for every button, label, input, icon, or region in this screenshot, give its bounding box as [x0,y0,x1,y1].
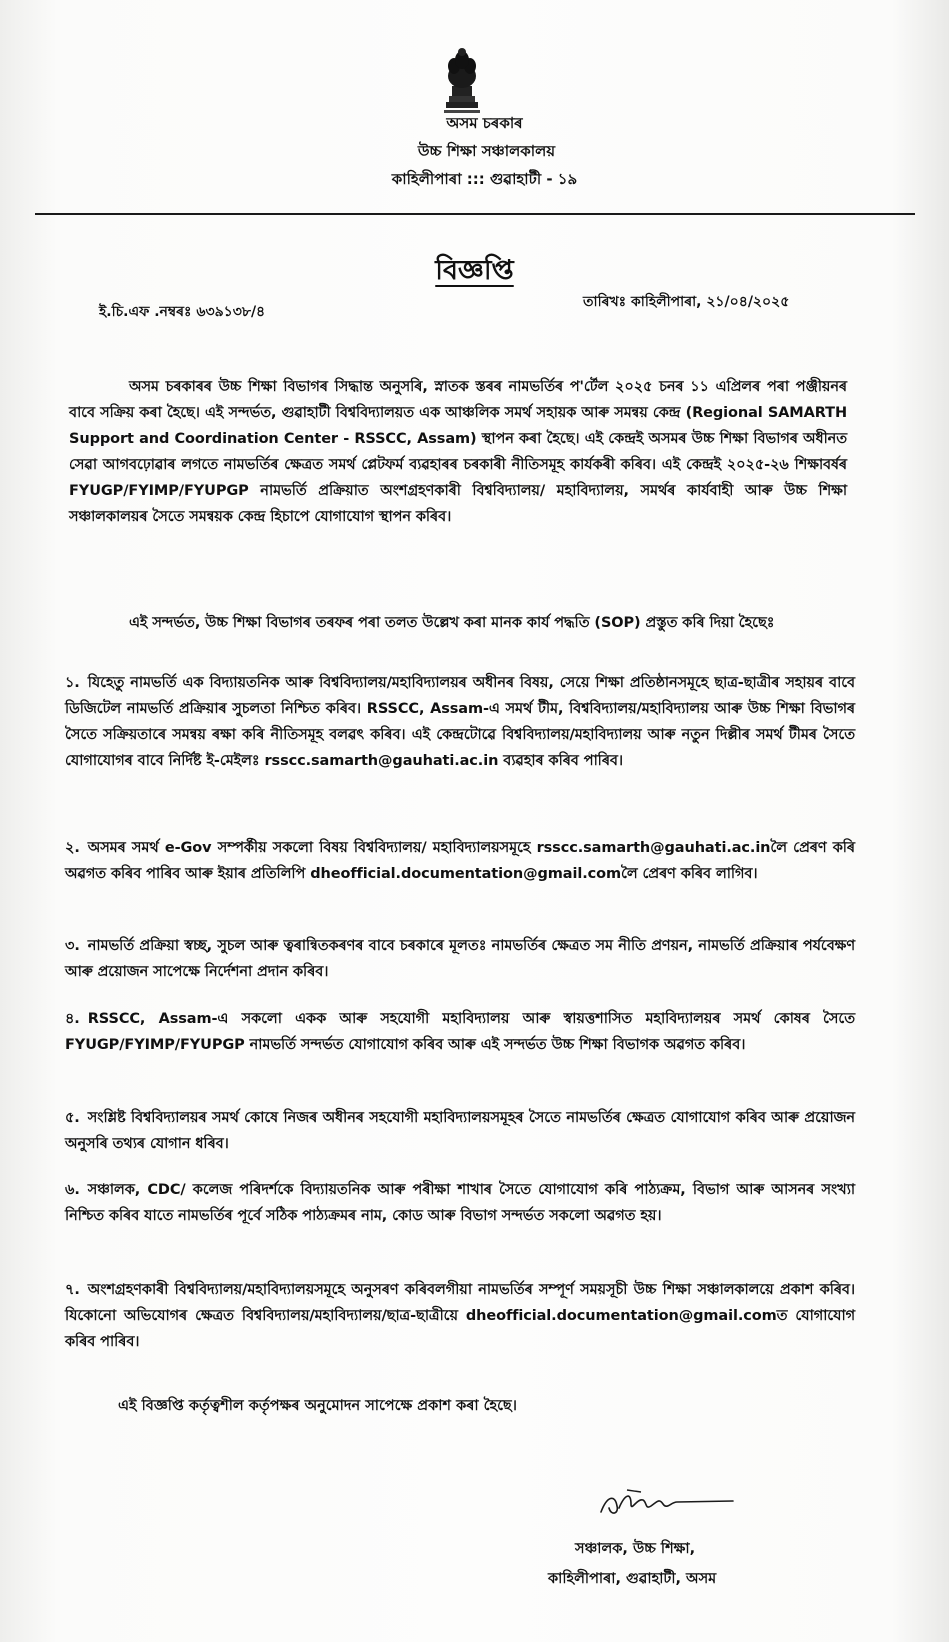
item-number: ২. [65,840,80,856]
item-text: সঞ্চালক, CDC/ কলেজ পৰিদৰ্শকে বিদ্যায়তনিক আৰু পৰীক্ষা শাখাৰ সৈতে যোগাযোগ কৰি পাঠ্যক্ৰম, বিভাগ আৰু আসনৰ সংখ্যা নিশ্চিত কৰিব যাতে নামভৰ্তিৰ পূৰ্বে সঠিক পাঠ্যক্ৰমৰ নাম, কোড আৰু বিভাগ সন্দৰ্ভত সকলো অৱগত হয়। [65,1182,855,1224]
item-text: নামভৰ্তি প্ৰক্ৰিয়া স্বচ্ছ, সুচল আৰু ত্বৰান্বিতকৰণৰ বাবে চৰকাৰে মূলতঃ নামভৰ্তিৰ ক্ষেত্ৰত সম নীতি প্ৰণয়ন, নামভৰ্তি প্ৰক্ৰিয়াৰ পৰ্যবেক্ষণ আৰু প্ৰয়োজন সাপেক্ষে নিৰ্দেশনা প্ৰদান কৰিব। [65,938,855,980]
directorate-name: উচ্চ শিক্ষা সঞ্চালকালয় [417,142,556,160]
reference-number: ই.চি.এফ .নম্বৰঃ ৬৩৯১৩৮/৪ [99,304,266,320]
state-emblem-icon [440,46,484,116]
item-number: ৬. [65,1182,80,1198]
item-number: ৪. [65,1011,80,1027]
government-name: অসম চৰকাৰ [446,114,523,132]
sop-item [65,1177,855,1229]
office-address: কাহিলীপাৰা ::: গুৱাহাটী - ১৯ [391,170,578,188]
notice-date: তাৰিখঃ কাহিলীপাৰা, ২১/০৪/২০২৫ [583,294,790,310]
sop-intro-paragraph: এই সন্দৰ্ভত, উচ্চ শিক্ষা বিভাগৰ তৰফৰ পৰা তলত উল্লেখ কৰা মানক কাৰ্য পদ্ধতি (SOP) প্ৰস্তুত কৰি দিয়া হৈছেঃ [129,615,775,631]
item-number: ৫. [65,1110,80,1126]
item-number: ৭. [65,1282,80,1298]
notice-title: বিজ্ঞপ্তি [435,255,514,286]
item-text: যিহেতু নামভৰ্তি এক বিদ্যায়তনিক আৰু বিশ্ববিদ্যালয়/মহাবিদ্যালয়ৰ অধীনৰ বিষয়, সেয়ে শিক্ষা প্ৰতিষ্ঠানসমূহে ছাত্ৰ-ছাত্ৰীৰ সহায়ৰ বাবে ডিজিটেল নামভৰ্তি প্ৰক্ৰিয়াৰ সুচলতা নিশ্চিত কৰিব। RSSCC, Assam-এ সমৰ্থ টীম, বিশ্ববিদ্যালয়/মহাবিদ্যালয় আৰু উচ্চ শিক্ষা বিভাগৰ সৈতে সক্ৰিয়তাৰে সমন্বয় ৰক্ষা কৰি নীতিসমূহ বলৱৎ কৰিব। এই কেন্দ্ৰটোৱে বিশ্ববিদ্যালয়/মহাবিদ্যালয় আৰু নতুন দিল্লীৰ সমৰ্থ টীমৰ সৈতে যোগাযোগৰ বাবে নিৰ্দিষ্ট ই-মেইলঃ rsscc.samarth@gauhati.ac.in ব্যৱহাৰ কৰিব পাৰিব। [65,675,855,769]
sop-item [65,1006,855,1058]
item-text: সংশ্লিষ্ট বিশ্ববিদ্যালয়ৰ সমৰ্থ কোষে নিজৰ অধীনৰ সহযোগী মহাবিদ্যালয়সমূহৰ সৈতে নামভৰ্তিৰ ক্ষেত্ৰত যোগাযোগ কৰিব আৰু প্ৰয়োজন অনুসৰি তথ্যৰ যোগান ধৰিব। [65,1110,855,1152]
signatory-designation: সঞ্চালক, উচ্চ শিক্ষা, [575,1541,696,1557]
sop-item [65,933,855,985]
item-number: ৩. [65,938,80,954]
sop-item [65,670,855,774]
signature-mark [597,1484,737,1524]
intro-paragraph: অসম চৰকাৰৰ উচ্চ শিক্ষা বিভাগৰ সিদ্ধান্ত অনুসৰি, স্নাতক স্তৰৰ নামভৰ্তিৰ প'ৰ্টেল ২০২৫ চনৰ ১১ এপ্ৰিলৰ পৰা পঞ্জীয়নৰ বাবে সক্ৰিয় কৰা হৈছে। এই সন্দৰ্ভত, গুৱাহাটী বিশ্ববিদ্যালয়ত এক আঞ্চলিক সমৰ্থ সহায়ক আৰু সমন্বয় কেন্দ্ৰ (Regional SAMARTH Support and Coordination Center - RSSCC, Assam) স্থাপন কৰা হৈছে। এই কেন্দ্ৰই অসমৰ উচ্চ শিক্ষা বিভাগৰ অধীনত সেৱা আগবঢ়োৱাৰ লগতে নামভৰ্তিৰ ক্ষেত্ৰত সমৰ্থ প্লেটফৰ্ম ব্যৱহাৰৰ চৰকাৰী নীতিসমূহ কাৰ্যকৰী কৰিব। এই কেন্দ্ৰই ২০২৫-২৬ শিক্ষাবৰ্ষৰ FYUGP/FYIMP/FYUPGP নামভৰ্তি প্ৰক্ৰিয়াত অংশগ্ৰহণকাৰী বিশ্ববিদ্যালয়/ মহাবিদ্যালয়, সমৰ্থৰ কাৰ্যবাহী আৰু উচ্চ শিক্ষা সঞ্চালকালয়ৰ সৈতে সমন্বয়ক কেন্দ্ৰ হিচাপে যোগাযোগ স্থাপন কৰিব। [69,379,847,525]
sop-item [65,835,855,887]
signatory-address: কাহিলীপাৰা, গুৱাহাটী, অসম [548,1571,717,1587]
item-text: অংশগ্ৰহণকাৰী বিশ্ববিদ্যালয়/মহাবিদ্যালয়সমূহে অনুসৰণ কৰিবলগীয়া নামভৰ্তিৰ সম্পূৰ্ণ সময়সূচী উচ্চ শিক্ষা সঞ্চালকালয়ে প্ৰকাশ কৰিব। যিকোনো অভিযোগৰ ক্ষেত্ৰত বিশ্ববিদ্যালয়/মহাবিদ্যালয়/ছাত্ৰ-ছাত্ৰীয়ে dheofficial.documentation@gmail.comত যোগাযোগ কৰিব পাৰিব। [65,1282,855,1350]
item-text: অসমৰ সমৰ্থ e-Gov সম্পৰ্কীয় সকলো বিষয় বিশ্ববিদ্যালয়/ মহাবিদ্যালয়সমূহে rsscc.samarth@gauhati.ac.inলৈ প্ৰেৰণ কৰি অৱগত কৰিব পাৰিব আৰু ইয়াৰ প্ৰতিলিপি dheofficial.documentation@gmail.comলৈ প্ৰেৰণ কৰিব লাগিব। [65,840,855,882]
sop-item [65,1105,855,1157]
header-divider [35,213,915,215]
sop-item [65,1277,855,1355]
closing-statement: এই বিজ্ঞপ্তি কৰ্তৃত্বশীল কৰ্তৃপক্ষৰ অনুমোদন সাপেক্ষে প্ৰকাশ কৰা হৈছে। [118,1398,517,1414]
item-number: ১. [65,675,80,691]
item-text: RSSCC, Assam-এ সকলো একক আৰু সহযোগী মহাবিদ্যালয় আৰু স্বায়ত্তশাসিত মহাবিদ্যালয়ৰ সমৰ্থ কোষৰ সৈতে FYUGP/FYIMP/FYUPGP নামভৰ্তি সন্দৰ্ভত যোগাযোগ কৰিব আৰু এই সন্দৰ্ভত উচ্চ শিক্ষা বিভাগক অৱগত কৰিব। [65,1011,855,1053]
